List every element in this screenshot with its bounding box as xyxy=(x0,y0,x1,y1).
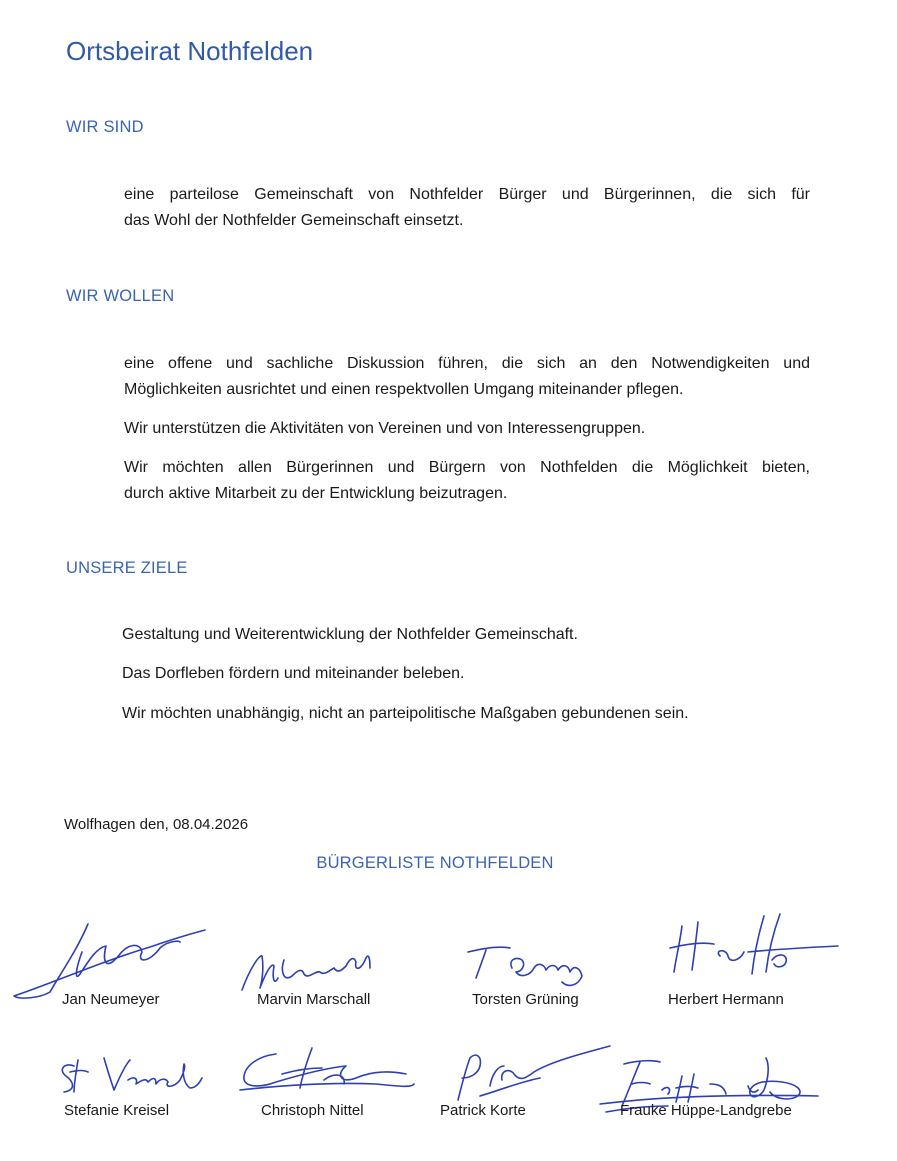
paragraph-line: Wir möchten unabhängig, nicht an parteipolitische Maßgaben gebundenen sein. xyxy=(122,705,689,722)
signature-torsten-gruening xyxy=(464,938,604,998)
signatory-name: Jan Neumeyer xyxy=(62,991,160,1008)
section-heading-unsere-ziele: UNSERE ZIELE xyxy=(66,559,188,577)
signatory-name: Torsten Grüning xyxy=(472,991,579,1008)
signatory-name: Stefanie Kreisel xyxy=(64,1102,170,1119)
signatory-name: Herbert Hermann xyxy=(668,991,784,1008)
paragraph-line: durch aktive Mitarbeit zu der Entwicklung beizutragen. xyxy=(124,485,508,502)
paragraph-line: eine offene und sachliche Diskussion führen, die sich an den Notwendigkeiten und xyxy=(124,355,810,372)
paragraph-line: Wir möchten allen Bürgerinnen und Bürgern von Nothfelden die Möglichkeit bieten, xyxy=(124,459,810,476)
section-heading-wir-wollen: WIR WOLLEN xyxy=(66,287,175,305)
group-name: BÜRGERLISTE NOTHFELDEN xyxy=(316,854,554,872)
paragraph-line: Das Dorfleben fördern und miteinander beleben. xyxy=(122,665,465,682)
signatory-name: Marvin Marschall xyxy=(257,991,371,1008)
section-heading-wir-sind: WIR SIND xyxy=(66,118,144,136)
signature-christoph-nittel xyxy=(236,1044,416,1100)
paragraph xyxy=(124,351,810,403)
paragraph-line: Wir unterstützen die Aktivitäten von Vereinen und von Interessengruppen. xyxy=(124,420,646,437)
paragraph-line: Möglichkeiten ausrichtet und einen respektvollen Umgang miteinander pflegen. xyxy=(124,381,684,398)
paragraph-line: Gestaltung und Weiterentwicklung der Nothfelder Gemeinschaft. xyxy=(122,626,578,643)
signature-patrick-korte xyxy=(440,1044,615,1104)
paragraph-line: eine parteilose Gemeinschaft von Nothfelder Bürger und Bürgerinnen, die sich für xyxy=(124,186,810,203)
paragraph xyxy=(124,182,810,234)
paragraph-line: das Wohl der Nothfelder Gemeinschaft einsetzt. xyxy=(124,212,464,229)
paragraph xyxy=(124,455,810,507)
place-date: Wolfhagen den, 08.04.2026 xyxy=(64,816,249,833)
signatory-name: Patrick Korte xyxy=(440,1102,526,1119)
signature-stefanie-kreisel xyxy=(56,1052,206,1100)
page-title: Ortsbeirat Nothfelden xyxy=(66,36,314,66)
signatory-name: Christoph Nittel xyxy=(261,1102,364,1119)
signatory-name: Frauke Hüppe-Landgrebe xyxy=(620,1102,792,1119)
signature-herbert-hermann xyxy=(668,912,843,982)
